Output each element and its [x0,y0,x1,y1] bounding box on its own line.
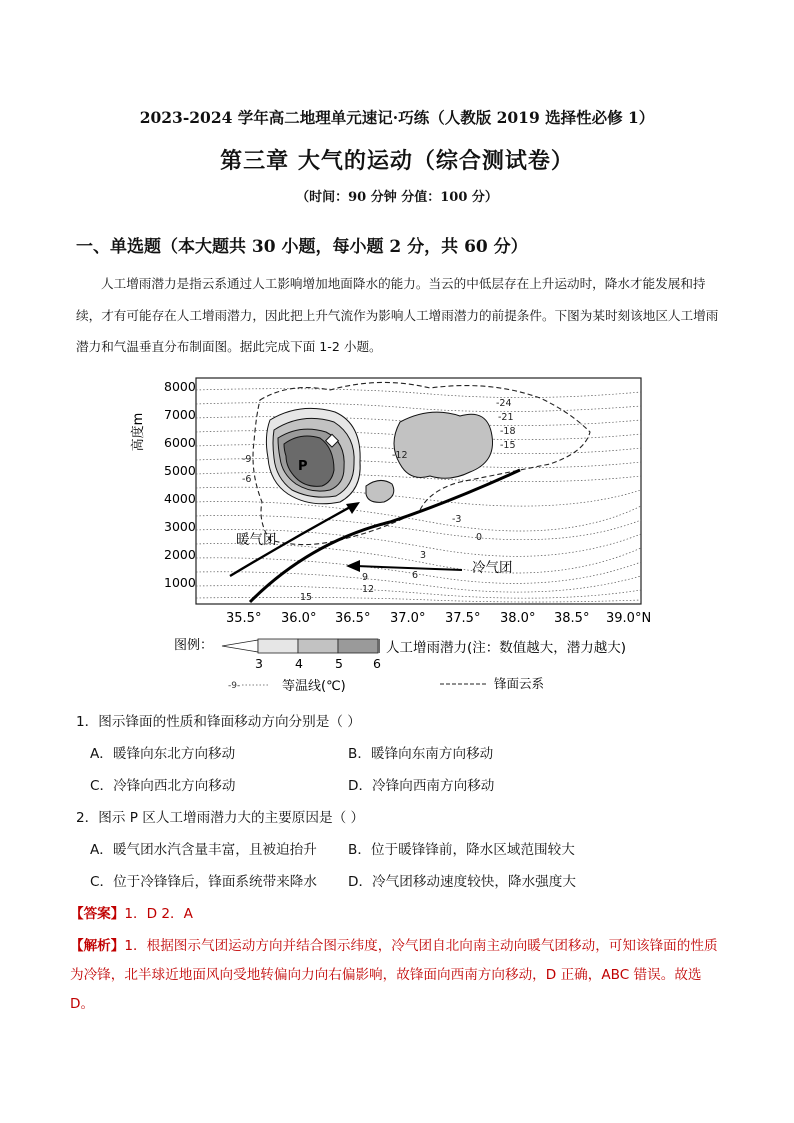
plot-frame [196,378,641,604]
x-tick: 37.5° [445,611,481,626]
legend [174,638,626,694]
isotherm-label: 0 [476,532,483,543]
legend-swatch-6 [378,639,380,653]
legend-value: 3 [255,656,263,671]
legend-title: 图例： [174,638,214,653]
question-2-stem: 2．图示 P 区人工增雨潜力大的主要原因是（ ） [76,810,365,826]
legend-scale-wedge [222,640,258,652]
answer-line [70,902,193,922]
exam-meta: （时间：90 分钟 分值：100 分） [296,190,498,205]
intro-paragraph: 人工增雨潜力是指云系通过人工影响增加地面降水的能力。当云的中低层存在上升运动时，降水才能发展和持续，才有可能存在人工增雨潜力，因此把上升气流作为影响人工增雨潜力的前提条件。下图为某时刻该地区人工增雨潜力和气温垂直分布制面图。据此完成下面 1-2 小题。 [76,276,719,354]
analysis-label: 【解析】 [70,938,125,954]
y-tick: 4000 [164,491,196,506]
right-cloud-region [394,412,493,478]
cold-air-label: 冷气团 [472,560,513,576]
isotherm-label: 15 [300,592,313,603]
legend-isotherm-sample: -9- [228,681,241,691]
isotherm-label: 12 [362,584,375,595]
q1-option-b[interactable]: B．暖锋向东南方向移动 [348,746,494,762]
q2-option-c[interactable]: C．位于冷锋锋后，锋面系统带来降水 [90,874,317,890]
q2-option-d[interactable]: D．冷气团移动速度较快，降水强度大 [348,874,576,890]
x-tick: 39.0°N [606,611,652,626]
legend-swatch-5 [338,639,378,653]
p-label: P [298,459,308,474]
y-tick: 7000 [164,407,196,422]
x-tick: 36.0° [281,611,317,626]
legend-value: 6 [373,656,381,671]
y-ticks [164,379,196,590]
analysis-text: 1．根据图示气团运动方向并结合图示纬度，冷气团自北向南主动向暖气团移动，可知该锋面的性质为冷锋，北半球近地面风向受地转偏向力向右偏影响，故锋面向西南方向移动，D 正确，ABC 错误。故选 D。 [70,938,718,1012]
x-tick: 38.0° [500,611,536,626]
x-tick: 38.5° [554,611,590,626]
q1-option-a[interactable]: A．暖锋向东北方向移动 [90,746,236,762]
y-tick: 5000 [164,463,196,478]
y-tick: 2000 [164,547,196,562]
y-tick: 6000 [164,435,196,450]
isotherm-label: -9 [242,454,252,465]
chapter-title: 第三章 大气的运动（综合测试卷） [220,148,574,174]
legend-value: 5 [335,656,343,671]
section-title: 一、单选题（本大题共 30 小题，每小题 2 分，共 60 分） [76,237,528,257]
warm-air-label: 暖气团 [236,532,277,548]
legend-isotherm-text: 等温线(℃) [282,679,346,694]
legend-swatch-4 [298,639,338,653]
q2-option-a[interactable]: A．暖气团水汽含量丰富，且被迫抬升 [90,842,317,858]
answer-label: 【答案】 [70,906,125,922]
isotherm-label: -21 [498,412,514,423]
isotherm-label: 6 [412,570,419,581]
isotherm-label: -12 [392,450,408,461]
y-tick: 3000 [164,519,196,534]
x-tick: 37.0° [390,611,426,626]
analysis-block [70,932,724,1019]
x-tick: 35.5° [226,611,262,626]
cross-section-figure [130,372,670,702]
legend-front-text: 锋面云系 [494,676,545,691]
isotherm-label: -6 [242,474,252,485]
y-tick: 8000 [164,379,196,394]
question-1-stem: 1．图示锋面的性质和锋面移动方向分别是（ ） [76,714,361,730]
answer-text: 1．D 2．A [124,906,193,922]
q2-option-b[interactable]: B．位于暖锋锋前，降水区域范围较大 [348,842,575,858]
isotherm-label: 3 [420,550,427,561]
legend-scale-note: 人工增雨潜力(注：数值越大，潜力越大) [386,640,627,656]
small-cloud-region [366,480,394,502]
x-tick: 36.5° [335,611,371,626]
x-ticks [226,611,651,626]
q1-option-d[interactable]: D．冷锋向西南方向移动 [348,778,495,794]
isotherm-label: 9 [362,572,369,583]
isotherm-label: -18 [500,426,516,437]
series-title: 2023-2024 学年高二地理单元速记·巧练（人教版 2019 选择性必修 1） [139,108,655,127]
legend-swatch-3 [258,639,298,653]
isotherm-label: -24 [496,398,512,409]
isotherm-label: -15 [500,440,516,451]
y-axis-label: 高度m [131,412,146,452]
isotherm-label: -3 [452,514,462,525]
y-tick: 1000 [164,575,196,590]
legend-value: 4 [295,656,303,671]
q1-option-c[interactable]: C．冷锋向西北方向移动 [90,778,236,794]
